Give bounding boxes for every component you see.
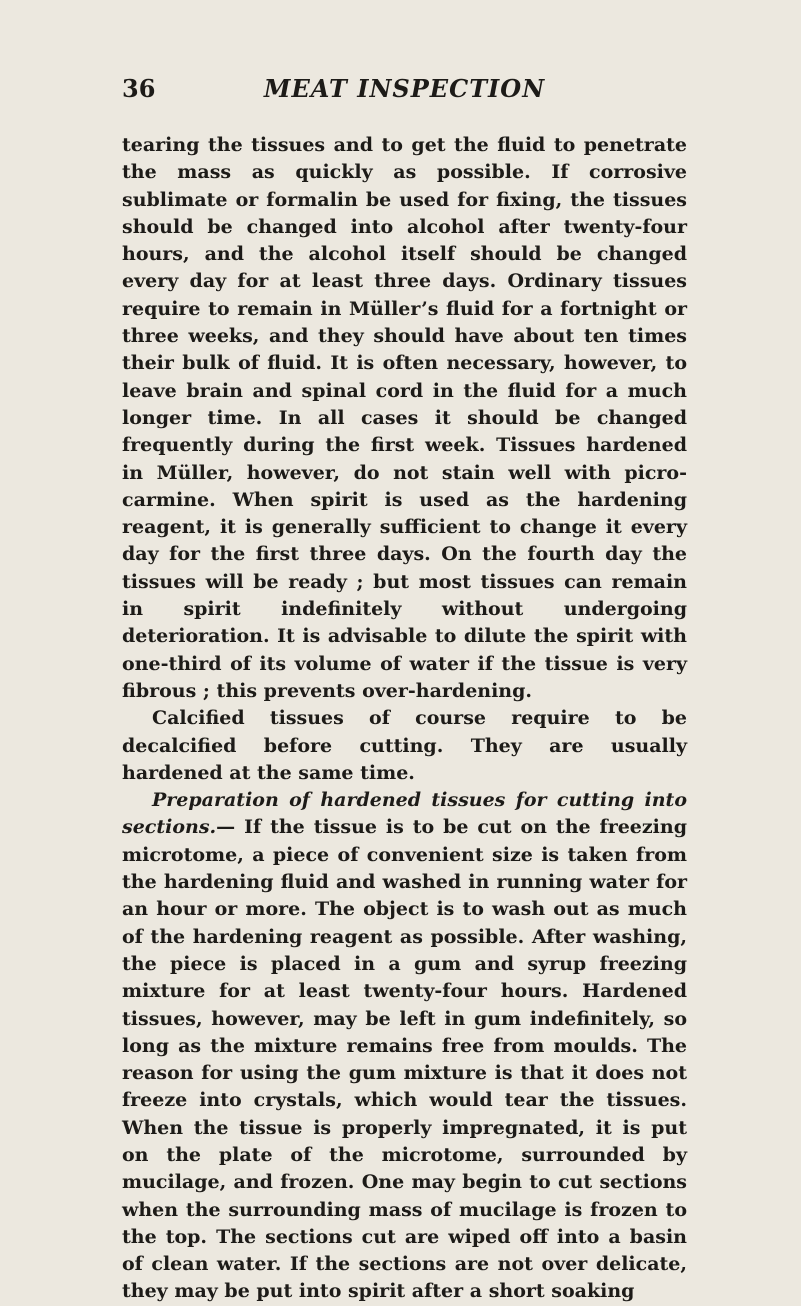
em-dash: — <box>216 816 236 839</box>
page-header-title: MEAT INSPECTION <box>263 74 546 103</box>
section-heading: Preparation of hardened tissues for cutting into sections. <box>122 789 687 839</box>
paragraph-3 <box>122 787 687 1306</box>
paragraph-2: Calcified tissues of course require to be decalcified before cutting. They are usually hardened at the same time. <box>122 707 687 784</box>
running-head <box>122 74 687 114</box>
paragraph-1: tearing the tissues and to get the fluid to penetrate the mass as quickly as possible. If corrosive sublimate or formalin be used for fixing, the tissues should be changed into alcohol after twenty-four hours, and the alcohol itself should be changed every day for at least three days. Ordinary tissues require to remain in Müller’s fluid for a fortnight or three weeks, and they should have about ten times their bulk of fluid. It is often necessary, however, to leave brain and spinal cord in the fluid for a much longer time. In all cases it should be changed frequently during the first week. Tissues hardened in Müller, however, do not stain well with picro-carmine. When spirit is used as the hardening reagent, it is generally sufficient to change it every day for the first three days. On the fourth day the tissues will be ready ; but most tissues can remain in spirit indefinitely without undergoing deterioration. It is advisable to dilute the spirit with one-third of its volume of water if the tissue is very fibrous ; this prevents over-hardening. <box>122 134 687 702</box>
paragraph-3-body: If the tissue is to be cut on the freezing microtome, a piece of convenient size is taken from the hardening fluid and washed in running water for an hour or more. The object is to wash out as much of the hardening reagent as possible. After washing, the piece is placed in a gum and syrup freezing mixture for at least twenty-four hours. Hardened tissues, however, may be left in gum indefinitely, so long as the mixture remains free from moulds. The reason for using the gum mixture is that it does not freeze into crystals, which would tear the tissues. When the tissue is properly impregnated, it is put on the plate of the microtome, surrounded by mucilage, and frozen. One may begin to cut sections when the surrounding mass of mucilage is frozen to the top. The sections cut are wiped off into a basin of clean water. If the sections are not over delicate, they may be put into spirit after a short soaking <box>122 816 687 1303</box>
body-text <box>122 132 687 1306</box>
page-number: 36 <box>122 74 156 103</box>
